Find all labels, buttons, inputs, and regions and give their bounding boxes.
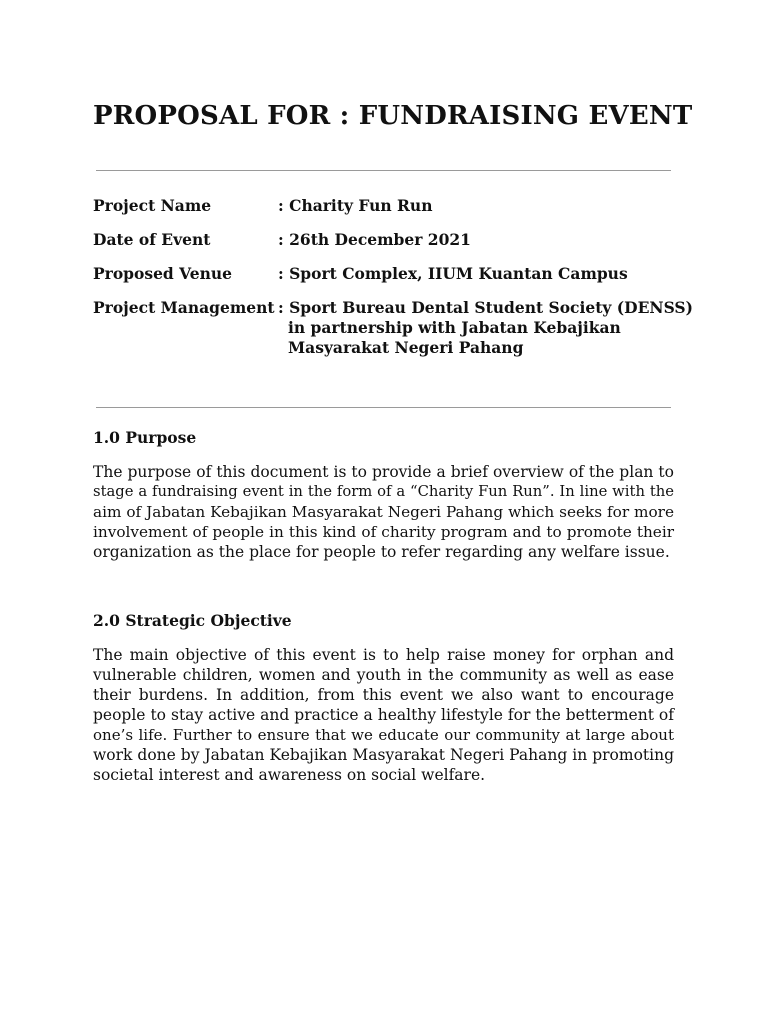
section-paragraph-purpose bbox=[93, 462, 674, 562]
detail-row-project-name bbox=[93, 196, 693, 218]
section-heading-strategic-objective: 2.0 Strategic Objective bbox=[93, 611, 292, 630]
detail-row-project-management bbox=[93, 298, 693, 357]
paragraph-line: involvement of people in this kind of charity program and to promote their bbox=[93, 523, 674, 541]
paragraph-line: people to stay active and practice a healthy lifestyle for the betterment of bbox=[93, 706, 674, 724]
paragraph-line: stage a fundraising event in the form of a “Charity Fun Run”. In line with the bbox=[93, 483, 674, 500]
detail-value-continuation: in partnership with Jabatan Kebajikan bbox=[288, 318, 621, 337]
detail-value: : Charity Fun Run bbox=[278, 196, 433, 215]
top-divider bbox=[96, 170, 671, 171]
paragraph-line: The main objective of this event is to help raise money for orphan and bbox=[93, 646, 674, 664]
detail-row-proposed-venue bbox=[93, 264, 693, 286]
detail-value: : Sport Complex, IIUM Kuantan Campus bbox=[278, 264, 628, 283]
paragraph-line: aim of Jabatan Kebajikan Masyarakat Negeri Pahang which seeks for more bbox=[93, 503, 674, 521]
detail-label: Project Name bbox=[93, 196, 212, 215]
detail-value-continuation: Masyarakat Negeri Pahang bbox=[288, 338, 524, 357]
detail-value: : Sport Bureau Dental Student Society (DENSS) bbox=[278, 298, 693, 317]
paragraph-line: societal interest and awareness on social welfare. bbox=[93, 766, 486, 784]
detail-label: Proposed Venue bbox=[93, 264, 233, 283]
paragraph-line: one’s life. Further to ensure that we educate our community at large about bbox=[93, 726, 674, 744]
section-heading-purpose: 1.0 Purpose bbox=[93, 428, 197, 447]
detail-label: Project Management bbox=[93, 298, 275, 317]
document-title: PROPOSAL FOR : FUNDRAISING EVENT bbox=[93, 101, 693, 131]
detail-row-date-of-event bbox=[93, 230, 693, 252]
paragraph-line: The purpose of this document is to provide a brief overview of the plan to bbox=[93, 463, 674, 481]
paragraph-line: their burdens. In addition, from this event we also want to encourage bbox=[93, 686, 674, 704]
paragraph-line: vulnerable children, women and youth in the community as well as ease bbox=[93, 666, 674, 684]
middle-divider bbox=[96, 407, 671, 408]
detail-label: Date of Event bbox=[93, 230, 211, 249]
paragraph-line: organization as the place for people to refer regarding any welfare issue. bbox=[93, 543, 670, 561]
section-paragraph-strategic-objective bbox=[93, 645, 674, 785]
detail-value: : 26th December 2021 bbox=[278, 230, 471, 249]
paragraph-line: work done by Jabatan Kebajikan Masyarakat Negeri Pahang in promoting bbox=[93, 746, 674, 764]
